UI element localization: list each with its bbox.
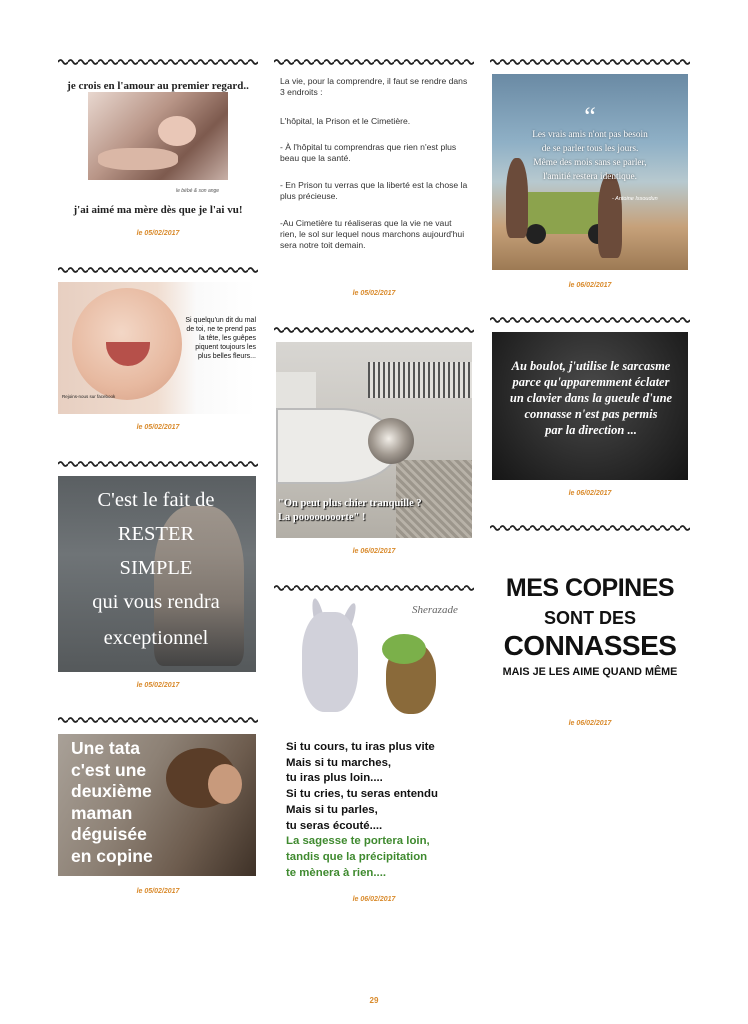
post-image-tata[interactable] (58, 734, 256, 876)
sarcasm-line: connasse n'est pas permis (524, 407, 658, 421)
post-image-love-first-sight[interactable] (58, 70, 258, 222)
post-image-true-friends[interactable] (492, 74, 688, 270)
paragraph-cemetery: -Au Cimetière tu réaliseras que la vie ne vaut rien, le sol sur lequel nous marchons aujourd'hui sera notre toit demain. (280, 218, 465, 250)
post-date: le 06/02/2017 (352, 548, 396, 555)
tata-line: déguisée (71, 824, 147, 844)
poem-line-green: La sagesse te portera loin, (286, 835, 430, 848)
post-image-laughing-baby[interactable] (58, 282, 256, 414)
car-wheel (526, 224, 546, 244)
poem-line: tu iras plus loin.... (286, 772, 383, 785)
copines-line-4: MAIS JE LES AIME QUAND MÊME (502, 666, 678, 678)
post-date: le 05/02/2017 (136, 424, 180, 431)
sarcasm-line: par la direction ... (545, 423, 637, 437)
post-date: le 05/02/2017 (136, 682, 180, 689)
quote-line-3: SIMPLE (119, 557, 193, 579)
post-date: le 06/02/2017 (568, 490, 612, 497)
signature: Sherazade (412, 604, 458, 616)
wavy-divider (490, 58, 690, 66)
photo-caption: le bébé & son ange (176, 188, 220, 194)
baby-arm (98, 148, 178, 170)
post-image-life-three-places[interactable] (274, 72, 472, 278)
post-image-cat-toilet[interactable] (276, 342, 472, 538)
paragraph-places: L'hôpital, la Prison et le Cimetière. (280, 116, 411, 126)
copines-line-2: SONT DES (543, 608, 636, 628)
wavy-divider (274, 58, 474, 66)
poem-line: Si tu cries, tu seras entendu (286, 788, 438, 801)
caption-line: La poooooooorte" ! (278, 512, 366, 523)
wavy-divider (58, 266, 258, 274)
caption-line: "On peut plus chier tranquille ? (278, 498, 422, 509)
quote-line: de se parler tous les jours. (541, 144, 639, 154)
person-silhouette (506, 158, 528, 238)
turtle-head (382, 634, 426, 664)
quote-line: Même des mois sans se parler, (533, 158, 647, 168)
copines-line-3: CONNASSES (503, 630, 677, 661)
wavy-divider (58, 58, 258, 66)
poem-line: Mais si tu marches, (286, 756, 392, 769)
poem-line: Mais si tu parles, (286, 803, 378, 816)
paragraph-prison: - En Prison tu verras que la liberté est la chose la plus précieuse. (280, 180, 468, 201)
quote-line-5: exceptionnel (103, 627, 209, 649)
quote-mark: “ (584, 102, 596, 131)
baby-face (158, 116, 196, 146)
sarcasm-line: parce qu'apparemment éclater (512, 375, 670, 389)
tata-text (71, 738, 251, 867)
tata-line: c'est une (71, 759, 147, 780)
wavy-divider (274, 584, 474, 592)
poem (286, 740, 476, 881)
wavy-divider (58, 716, 258, 724)
baby-photo (88, 92, 228, 180)
poem-line-green: tandis que la précipitation (286, 850, 428, 863)
paragraph-intro: La vie, pour la comprendre, il faut se rendre dans 3 endroits : (280, 76, 468, 97)
poem-line-green: te mènera à rien.... (286, 866, 387, 879)
quote-line: l'amitié restera identique. (543, 172, 637, 182)
quote-line-4: qui vous rendra (92, 591, 220, 613)
person-silhouette (598, 174, 622, 258)
poem-line: Si tu cours, tu iras plus vite (286, 741, 435, 753)
wavy-divider (490, 524, 690, 532)
sarcasm-line: un clavier dans la gueule d'une (509, 391, 673, 405)
tata-line: Une tata (71, 738, 141, 758)
post-date: le 05/02/2017 (136, 230, 180, 237)
tata-line: en copine (71, 845, 153, 866)
post-date: le 06/02/2017 (352, 896, 396, 903)
copines-line-1: MES COPINES (505, 574, 675, 602)
page-number: 29 (369, 996, 379, 1005)
post-image-rabbit-turtle[interactable] (276, 598, 472, 888)
quote-line-2: RESTER (117, 523, 195, 545)
post-image-sarcasm[interactable] (492, 332, 688, 480)
tata-line: deuxième (71, 781, 152, 801)
quote-line: Les vrais amis n'ont pas besoin (532, 130, 648, 140)
post-date: le 06/02/2017 (568, 282, 612, 289)
tata-line: maman (71, 802, 133, 823)
quote-line-1: C'est le fait de (97, 489, 215, 511)
wavy-divider (58, 460, 258, 468)
image-text-bottom: j'ai aimé ma mère dès que je l'ai vu! (73, 204, 243, 216)
post-image-copines[interactable] (490, 566, 690, 690)
post-date: le 05/02/2017 (352, 290, 396, 297)
cat (368, 418, 414, 464)
quote-text: Si quelqu'un dit du mal de toi, ne te prend pas la tête, les guêpes piquent toujours les plus belles fleurs... (185, 317, 256, 360)
cat-caption (278, 497, 474, 525)
post-image-rester-simple[interactable] (58, 476, 256, 672)
post-date: le 05/02/2017 (136, 888, 180, 895)
image-text-top: je crois en l'amour au premier regard.. (67, 80, 249, 92)
wavy-divider (274, 326, 474, 334)
radiator (368, 362, 472, 398)
sarcasm-line: Au boulot, j'utilise le sarcasme (511, 359, 671, 373)
post-date: le 06/02/2017 (568, 720, 612, 727)
paragraph-hospital: - À l'hôpital tu comprendras que rien n'est plus beau que la santé. (280, 142, 457, 163)
small-credit: Rejoins-nous sur facebook (62, 394, 116, 399)
poem-line: tu seras écouté.... (286, 819, 383, 832)
quote-author: - Antoine Issoudun (612, 196, 658, 202)
wavy-divider (490, 316, 690, 324)
rabbit-cartoon (302, 612, 358, 712)
